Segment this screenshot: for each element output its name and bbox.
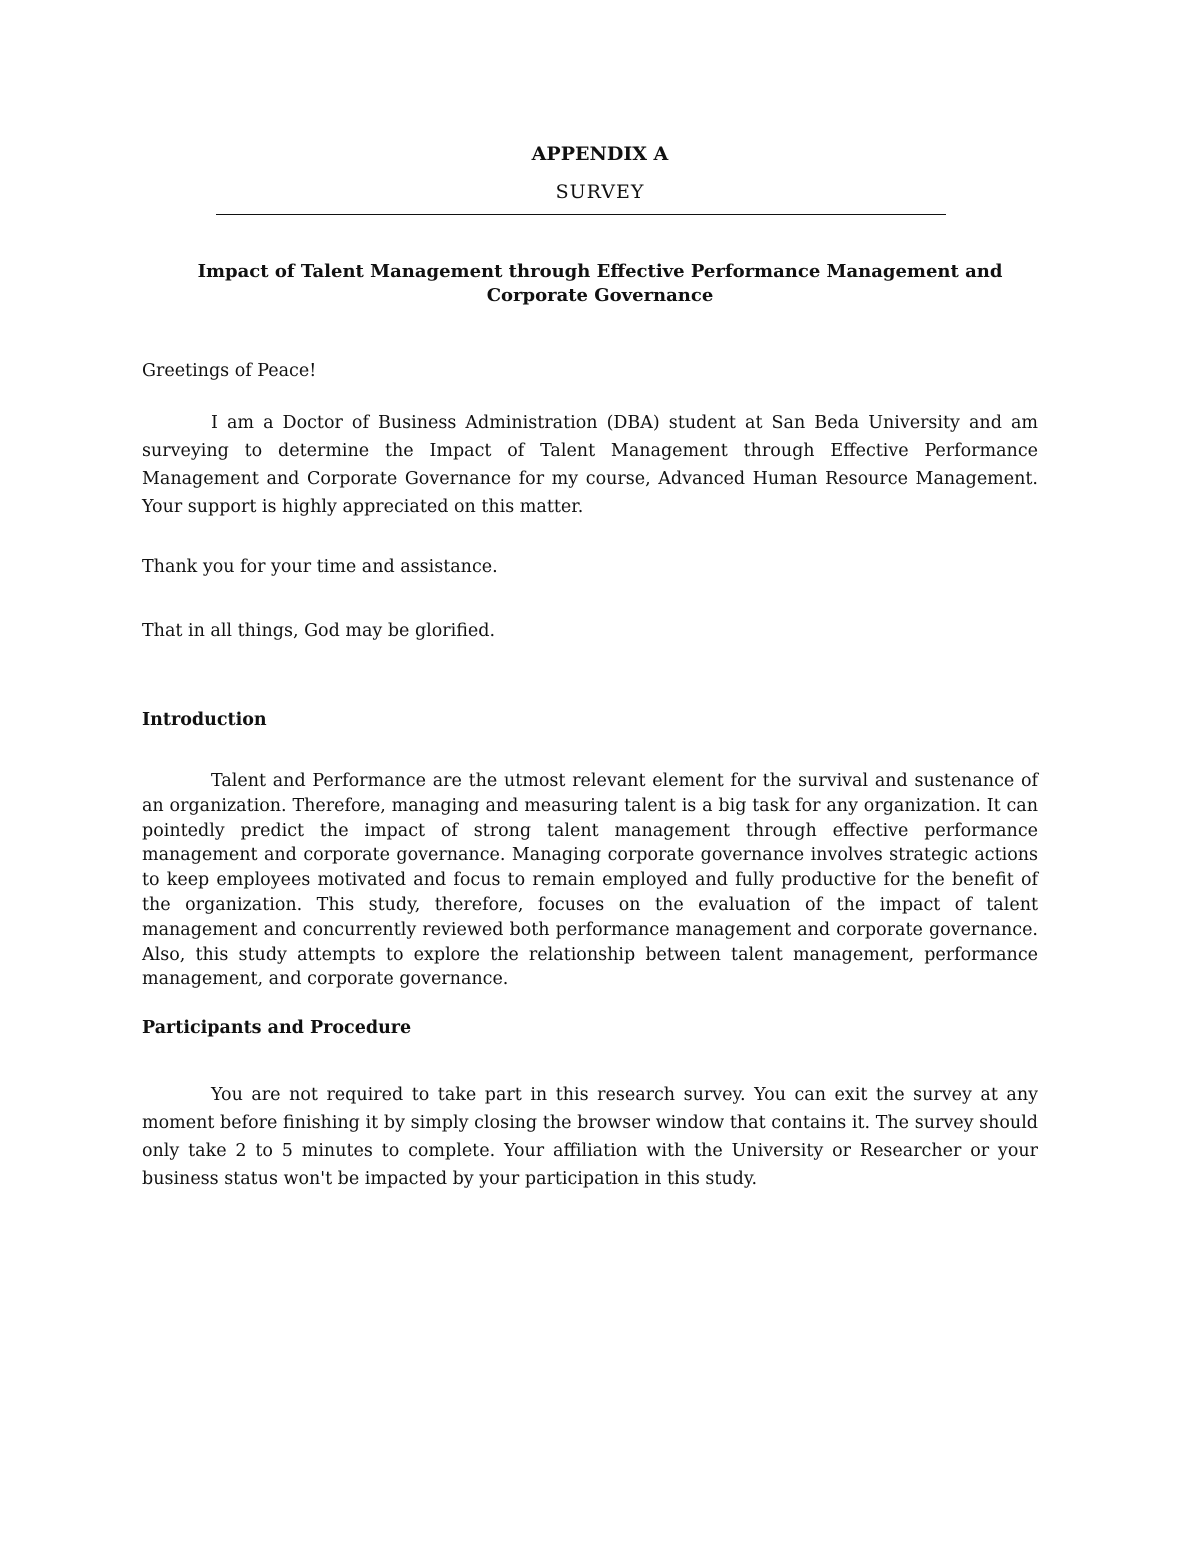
horizontal-divider: [216, 214, 946, 215]
thanks-text: Thank you for your time and assistance.: [142, 557, 498, 577]
greeting-text: Greetings of Peace!: [142, 361, 317, 381]
participants-heading: Participants and Procedure: [142, 1018, 412, 1038]
participants-paragraph: You are not required to take part in this research survey. You can exit the survey at any moment before finishing it by simply closing the browser window that contains it. The survey should only take 2 to 5 minutes to complete. Your affiliation with the University or Researcher or your business status won't be impacted by your participation in this study.: [142, 1085, 1038, 1189]
introduction-paragraph: Talent and Performance are the utmost relevant element for the survival and sustenance of an organization. Therefore, managing and measuring talent is a big task for any organization. It can pointedly predict the impact of strong talent management through effective performance management and corporate governance. Managing corporate governance involves strategic actions to keep employees motivated and focus to remain employed and fully productive for the benefit of the organization. This study, therefore, focuses on the evaluation of the impact of talent management and concurrently reviewed both performance management and corporate governance. Also, this study attempts to explore the relationship between talent management, performance management, and corporate governance.: [142, 771, 1038, 990]
appendix-heading: APPENDIX A: [531, 143, 669, 165]
introduction-heading: Introduction: [142, 710, 267, 730]
survey-title: Impact of Talent Management through Effective Performance Management and Corporate Governance: [197, 261, 1003, 306]
intro-letter-paragraph: I am a Doctor of Business Administration (DBA) student at San Beda University and am surveying to determine the Impact of Talent Management through Effective Performance Management and Corporate Governance for my course, Advanced Human Resource Management. Your support is highly appreciated on this matter.: [142, 413, 1038, 517]
survey-subheading: SURVEY: [555, 181, 645, 203]
closing-text: That in all things, God may be glorified.: [142, 621, 496, 641]
